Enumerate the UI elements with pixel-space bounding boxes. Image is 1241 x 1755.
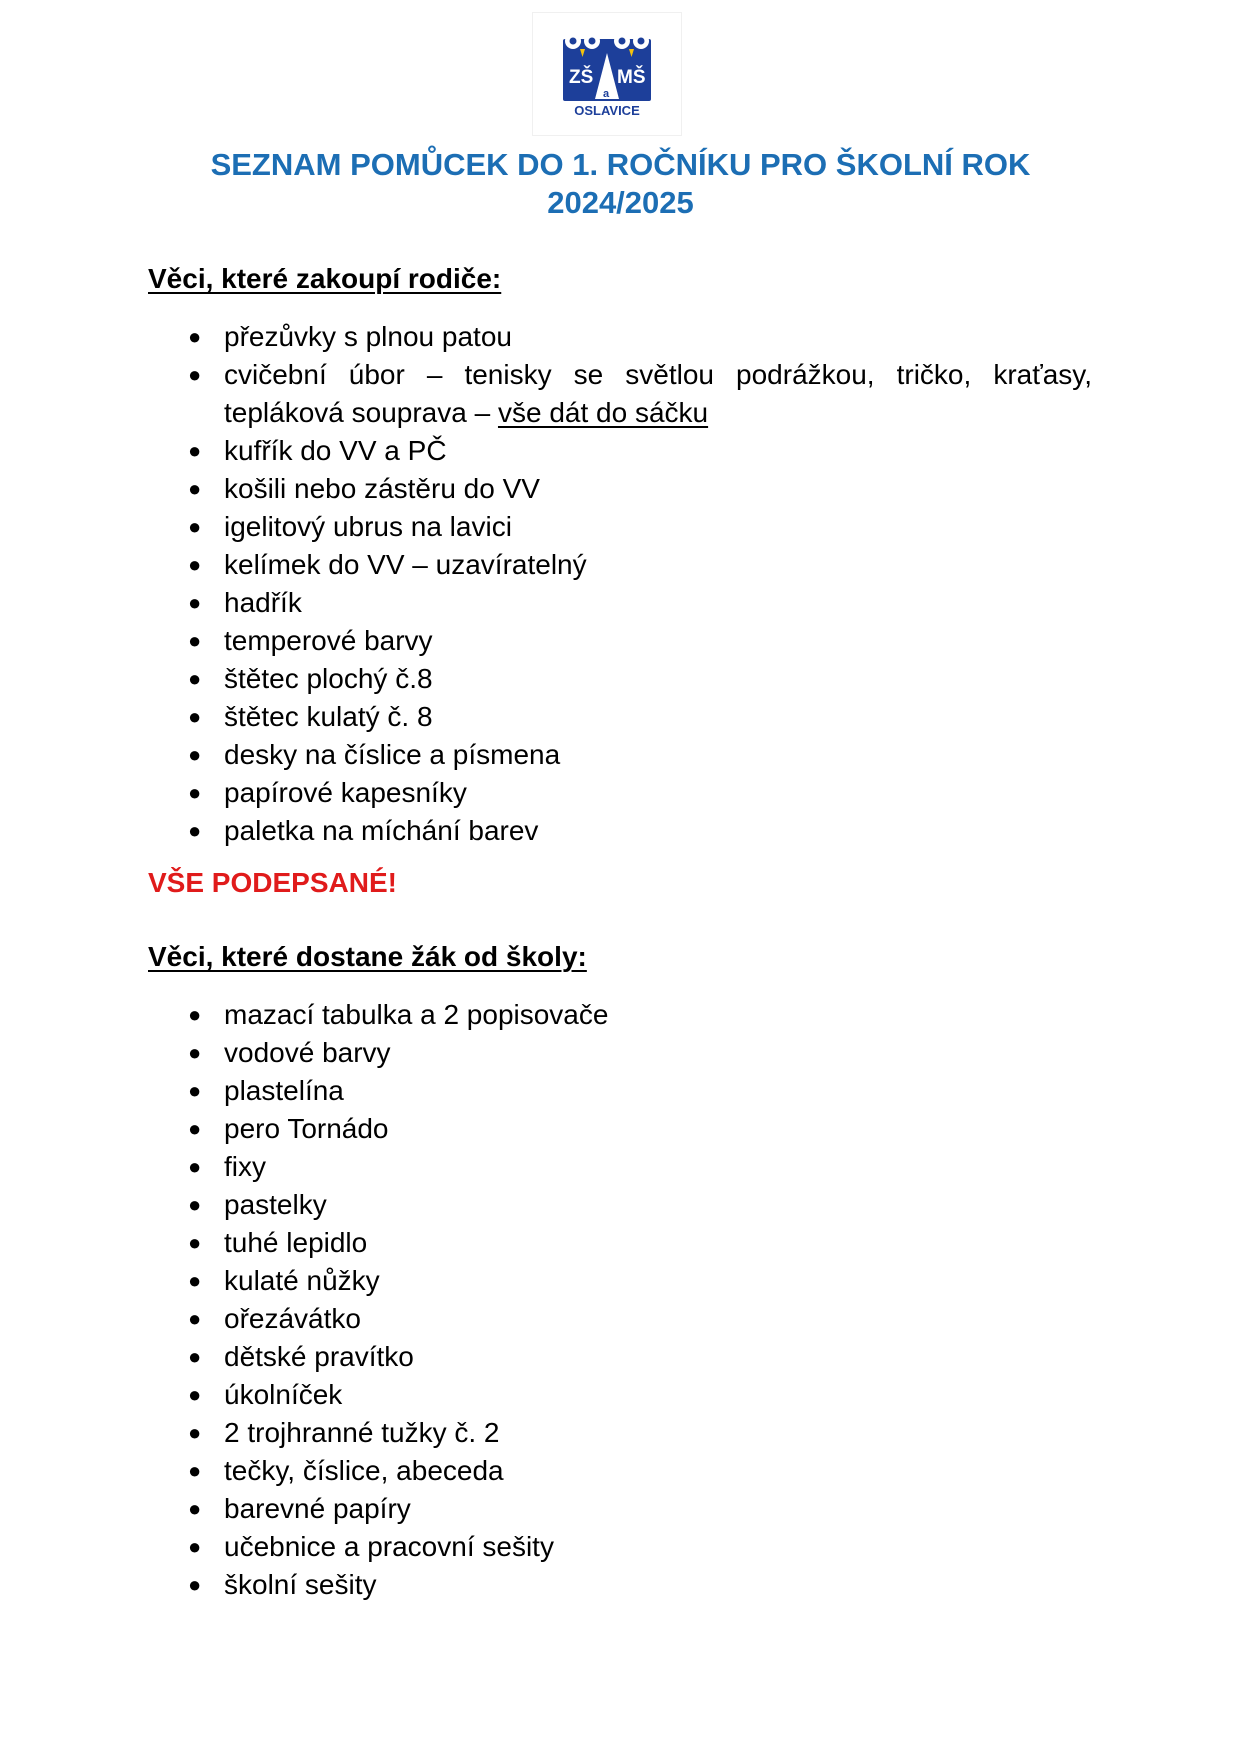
document-title (0, 146, 1241, 222)
bullet-icon: ● (188, 1002, 202, 1027)
bullet-icon: ● (188, 1040, 202, 1065)
bullet-icon: ● (188, 1078, 202, 1103)
bullet-icon: ● (188, 1496, 202, 1521)
bullet-icon: ● (188, 476, 202, 501)
bullet-icon: ● (188, 780, 202, 805)
bullet-icon: ● (188, 590, 202, 615)
underlined-note: vše dát do sáčku (497, 397, 709, 428)
bullet-icon: ● (188, 818, 202, 843)
bullet-icon: ● (188, 1344, 202, 1369)
bullet-icon: ● (188, 438, 202, 463)
bullet-icon: ● (188, 704, 202, 729)
bullet-icon: ● (188, 514, 202, 539)
title-line-2: 2024/2025 (547, 185, 694, 220)
logo-zs: ZŠ (569, 67, 594, 88)
item-line-2: tepláková souprava – (224, 397, 498, 428)
bullet-icon: ● (188, 1534, 202, 1559)
bullet-icon: ● (188, 324, 202, 349)
logo-oslavice: OSLAVICE (574, 103, 640, 118)
logo-a: a (603, 88, 610, 100)
owls-logo-graphic (561, 31, 653, 119)
parents-heading: Věci, které zakoupí rodiče: (148, 263, 502, 294)
bullet-icon: ● (188, 628, 202, 653)
bullet-icon: ● (188, 666, 202, 691)
title-line-1: SEZNAM POMŮCEK DO 1. ROČNÍKU PRO ŠKOLNÍ ROK (210, 147, 1031, 182)
logo-ms: MŠ (617, 67, 646, 88)
school-heading: Věci, které dostane žák od školy: (148, 941, 587, 972)
bullet-icon: ● (188, 552, 202, 577)
bullet-icon: ● (188, 1458, 202, 1483)
signed-warning: VŠE PODEPSANÉ! (148, 867, 397, 898)
bullet-icon: ● (188, 1154, 202, 1179)
bullet-icon: ● (188, 1230, 202, 1255)
bullet-icon: ● (188, 1268, 202, 1293)
school-logo (532, 12, 682, 136)
bullet-icon: ● (188, 362, 202, 387)
bullet-icon: ● (188, 1382, 202, 1407)
bullet-icon: ● (188, 1192, 202, 1217)
bullet-icon: ● (188, 742, 202, 767)
bullet-icon: ● (188, 1306, 202, 1331)
bullet-icon: ● (188, 1572, 202, 1597)
bullet-icon: ● (188, 1116, 202, 1141)
item-line-1: cvičební úbor – tenisky se světlou podrážkou, tričko, kraťasy, (224, 359, 1092, 390)
bullet-icon: ● (188, 1420, 202, 1445)
